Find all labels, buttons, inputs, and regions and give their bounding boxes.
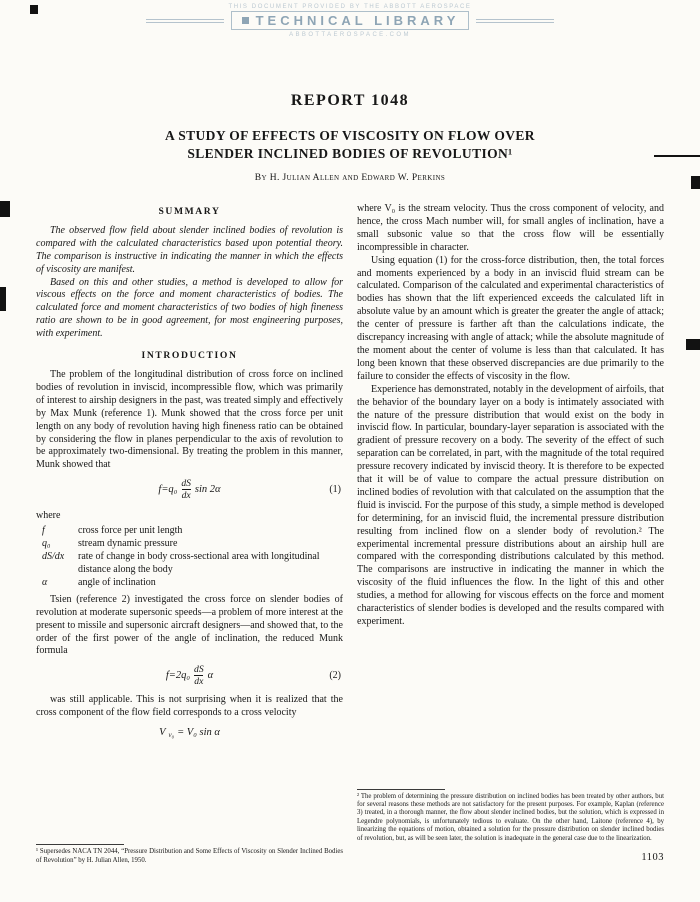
equation-3 — [36, 727, 343, 740]
summary-heading: SUMMARY — [158, 206, 221, 217]
equation-2-lhs: f=2q₀ — [165, 669, 191, 681]
scan-artifact — [0, 287, 6, 311]
definition-row — [36, 577, 343, 590]
scan-artifact — [0, 201, 10, 217]
fraction-ds-dx — [181, 479, 191, 501]
page-number: 1103 — [641, 852, 664, 864]
scan-artifact — [691, 176, 700, 189]
definition-row — [36, 551, 343, 577]
where-label: where — [36, 510, 61, 522]
watermark-rule-right — [476, 19, 554, 23]
equation-2 — [36, 665, 343, 687]
equation-1-lhs: f=q₀ — [158, 483, 178, 495]
introduction-heading: INTRODUCTION — [141, 350, 238, 362]
fraction-denominator: dx — [194, 676, 204, 688]
fraction-numerator: dS — [194, 664, 204, 676]
equation-2-number: (2) — [329, 669, 341, 681]
summary-paragraph-1: The observed flow field about slender inclined bodies of revolution is compared with the calculated characteristics based upon potential theory. The comparison is instructive in indicating the manner in which the effects of viscosity are manifest. — [36, 224, 343, 275]
equation-1-number: (1) — [329, 483, 341, 495]
right-paragraph-3: Experience has demonstrated, notably in the development of airfoils, that the behavior of the boundary layer on a body is intimately associated with the nature of the pressure distribution that would exist on the body in inviscid flow. In particular, boundary-layer separation is associated with the gradient of pressure recovery on a body. The severity of the effect of such separation can be correlated, in part, with the magnitude of the total required pressure recovery indicated by inviscid theory. It is therefore to be expected that it will be of value to compare the actual pressure distribution on inclined bodies of revolution with that calculated on the assumption that the fluid is inviscid. For the purpose of this study, a simple method is developed for determining, for an inviscid fluid, the incremental pressure distribution resulting from inclined flow on a slender body of revolution.² The experimental incremental pressure distributions about an airship hull are compared with the corresponding distributions calculated by this method. The comparisons are instructive in indicating the manner in which the viscosity of the fluid influences the flow. In the light of this and other studies, a method for allowing for viscous effects on the force and moment characteristics of slender bodies is developed and the results compared with experiment. — [357, 383, 664, 627]
watermark-rule-left — [146, 19, 224, 23]
footnote-rule — [36, 844, 124, 845]
fraction-numerator: dS — [181, 478, 191, 490]
equation-1-rhs: sin 2α — [194, 483, 221, 495]
footnote-1: ¹ Supersedes NACA TN 2044, “Pressure Distribution and Some Effects of Viscosity on Slender Inclined Bodies of Revolution” by H. Julian Allen, 1950. — [36, 848, 343, 864]
definition-symbol: dS/dx — [42, 551, 65, 563]
scan-artifact-line — [654, 155, 700, 157]
intro-paragraph-1: The problem of the longitudinal distribution of cross force on inclined bodies of revolution in inviscid, incompressible flow, which was primarily of interest to airship designers in the past, was treated simply and effectively by Max Munk (reference 1). Munk showed that the cross force per unit length on any body of revolution having high fineness ratio can be obtained by considering the flow in planes perpendicular to the axis of revolution to be approximately two-dimensional. By treating the problem in this manner, Munk showed that — [36, 368, 343, 471]
definition-row — [36, 525, 343, 538]
byline: By H. Julian Allen and Edward W. Perkins — [254, 173, 446, 183]
summary-paragraph-2: Based on this and other studies, a method is developed to allow for viscous effects on the force and moment characteristics of bodies. The calculated force and moment characteristics of two bodies of high fineness ratio are shown to be in good agreement, for most engineering purposes, with experiment. — [36, 276, 343, 340]
abbott-logo-icon — [241, 16, 250, 25]
right-column — [357, 203, 664, 865]
definition-row — [36, 538, 343, 551]
equation-2-rhs: α — [207, 669, 214, 681]
watermark-url: ABBOTTAEROSPACE.COM — [289, 32, 411, 38]
definition-text: rate of change in body cross-sectional area with longitudinal distance along the body — [78, 551, 320, 575]
intro-paragraph-2: Tsien (reference 2) investigated the cross force on slender bodies of revolution at moderate supersonic speeds—a problem of more interest at the present to missile and supersonic aircraft designers—and showed that, to the order of the first power of the angle of inclination, the reduced Munk formula — [36, 593, 343, 657]
equation-3-subscript: v₀ — [168, 731, 175, 740]
definition-symbol: q₀ — [42, 538, 51, 550]
symbol-definitions — [36, 525, 343, 590]
left-column — [36, 203, 343, 865]
report-title-line-1: A STUDY OF EFFECTS OF VISCOSITY ON FLOW OVER — [165, 128, 535, 143]
left-footnote-block — [36, 838, 343, 865]
definition-text: cross force per unit length — [78, 525, 183, 537]
right-paragraph-2: Using equation (1) for the cross-force distribution, then, the total forces and moments experienced by a body in an inviscid fluid stream can be calculated. Comparison of the calculated and experimental characteristics of bodies has shown that the lift experienced exceeds the calculated lift in absolute value by an amount which is greater the greater the angle of attack; the center of pressure is farther aft than the calculations indicate, the discrepancy increasing with angle of attack; while the absolute magnitude of the moment about the center of volume is less than that calculated. It has long been known that these observed discrepancies are due primarily to the failure to consider the effects of viscosity in the flow. — [357, 254, 664, 382]
footnote-rule — [357, 789, 445, 790]
definition-symbol: α — [42, 576, 48, 588]
right-paragraph-1: where V₀ is the stream velocity. Thus the cross component of velocity, and hence, the cross Mach number will, for small angles of inclination, have a small subsonic value so that the cross flow will be essentially incompressible in character. — [357, 203, 664, 253]
fraction-denominator: dx — [181, 490, 191, 502]
report-number: REPORT 1048 — [290, 92, 410, 109]
abbott-watermark — [0, 4, 700, 38]
definition-text: angle of inclination — [78, 576, 156, 588]
definition-text: stream dynamic pressure — [78, 538, 178, 550]
two-column-body — [36, 203, 664, 865]
equation-1 — [36, 479, 343, 501]
fraction-ds-dx — [194, 665, 204, 687]
equation-3-rhs: = V₀ sin α — [177, 727, 220, 739]
watermark-title-box — [231, 11, 470, 30]
definition-symbol: f — [42, 525, 45, 537]
equation-3-lhs: V — [159, 727, 166, 739]
scan-artifact — [686, 339, 700, 350]
right-footnote-block — [357, 783, 664, 865]
report-title — [36, 127, 664, 163]
watermark-title: TECHNICAL LIBRARY — [255, 13, 460, 28]
report-title-line-2: SLENDER INCLINED BODIES OF REVOLUTION¹ — [187, 146, 513, 161]
footnote-2: ² The problem of determining the pressure distribution on inclined bodies has been treated by other authors, but for several reasons these methods are not satisfactory for the present purposes. For example, Kaplan (reference 3) treated, in a thorough manner, the flow about slender inclined bodies, but the solution, which is expressed in Legendre polynomials, is unfortunately tedious to evaluate. On the other hand, Laitone (reference 4), by linearizing the equations of motion, obtained a solution for the pressure distribution on slender inclined bodies of revolution, but, as will be seen later, the solution is inadequate in the general case due to the linearization. — [357, 792, 664, 842]
intro-paragraph-3: was still applicable. This is not surprising when it is realized that the cross component of the flow field corresponds to a cross velocity — [36, 694, 343, 719]
watermark-provided-line: THIS DOCUMENT PROVIDED BY THE ABBOTT AEROSPACE — [228, 4, 472, 10]
